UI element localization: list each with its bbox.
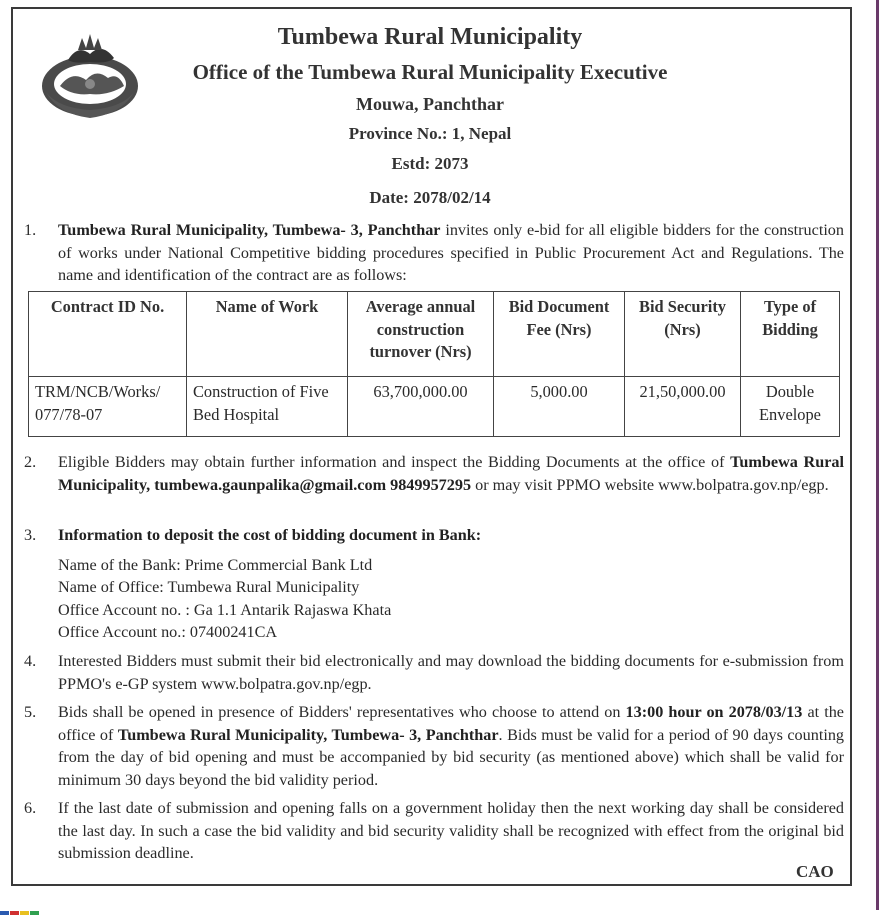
org-title: Tumbewa Rural Municipality bbox=[277, 24, 583, 50]
cell-bid-fee: 5,000.00 bbox=[494, 377, 625, 437]
table-row bbox=[29, 377, 840, 437]
item-1-text: invites only e-bid for all eligible bidders for the construction of works under National Competitive bidding procedures specified in Public Procurement Act and Regulations. The name and identification of the contract are as follows: bbox=[58, 221, 844, 284]
item-4 bbox=[24, 650, 844, 695]
col-bid-security: Bid Security (Nrs) bbox=[625, 292, 741, 377]
item-number: 1. bbox=[24, 221, 37, 239]
account-line-1: Office Account no. : Ga 1.1 Antarik Rajaswa Khata bbox=[58, 600, 392, 619]
cell-turnover: 63,700,000.00 bbox=[348, 377, 494, 437]
account-line-2: Office Account no.: 07400241CA bbox=[58, 623, 278, 641]
nepal-emblem-icon bbox=[38, 30, 142, 124]
contract-table bbox=[28, 291, 840, 437]
col-bid-fee: Bid Document Fee (Nrs) bbox=[494, 292, 625, 377]
item-6 bbox=[24, 797, 844, 865]
office-title: Office of the Tumbewa Rural Municipality Executive bbox=[192, 60, 668, 84]
item-2-text-2: or may visit PPMO website www.bolpatra.gov.np/egp. bbox=[471, 475, 829, 494]
notice-date: Date: 2078/02/14 bbox=[369, 188, 491, 207]
col-name-of-work: Name of Work bbox=[187, 292, 348, 377]
item-3 bbox=[24, 524, 844, 644]
item-5-text-2: at the office of bbox=[58, 703, 844, 744]
bank-name: Name of the Bank: Prime Commercial Bank Ltd bbox=[58, 555, 373, 574]
item-number: 2. bbox=[24, 453, 37, 471]
col-turnover: Average annual construction turnover (Nrs) bbox=[348, 292, 494, 377]
col-contract-id: Contract ID No. bbox=[29, 292, 187, 377]
item-5-text-1: Bids shall be opened in presence of Bidders' representatives who choose to attend on bbox=[58, 703, 626, 721]
signature: CAO bbox=[796, 862, 834, 881]
established: Estd: 2073 bbox=[391, 154, 469, 173]
item-5 bbox=[24, 701, 844, 791]
location: Mouwa, Panchthar bbox=[356, 94, 504, 114]
item-2 bbox=[24, 451, 844, 496]
item-1-bold: Tumbewa Rural Municipality, Tumbewa- 3, Panchthar bbox=[58, 221, 441, 239]
item-number: 3. bbox=[24, 526, 37, 544]
item-number: 4. bbox=[24, 652, 37, 670]
cell-name-of-work: Construction of Five Bed Hospital bbox=[187, 377, 348, 437]
color-strip bbox=[0, 902, 60, 910]
opening-time: 13:00 hour on 2078/03/13 bbox=[625, 703, 803, 721]
item-5-text-3: . Bids must be valid for a period of 90 days counting from the day of bid opening and must be accompanied by bid security (as mentioned above) which shall be valid for minimum 30 days beyond the bid validity period. bbox=[58, 725, 845, 789]
item-2-text-1: Eligible Bidders may obtain further information and inspect the Bidding Documents at the office of bbox=[58, 453, 731, 471]
item-number: 6. bbox=[24, 799, 37, 817]
office-name: Name of Office: Tumbewa Rural Municipality bbox=[58, 578, 360, 596]
table-header-row bbox=[29, 292, 840, 377]
bank-info-title: Information to deposit the cost of bidding document in Bank: bbox=[58, 526, 482, 544]
page-edge-line bbox=[876, 0, 879, 910]
item-6-text: If the last date of submission and opening falls on a government holiday then the next working day shall be considered the last day. In such a case the bid validity and bid security validity shall be recognized with effect from the original bid submission deadline. bbox=[58, 799, 844, 862]
opening-venue: Tumbewa Rural Municipality, Tumbewa- 3, Panchthar bbox=[117, 725, 499, 744]
item-1 bbox=[24, 219, 844, 287]
cell-contract-id: TRM/NCB/Works/ 077/78-07 bbox=[29, 377, 187, 437]
col-bidding-type: Type of Bidding bbox=[741, 292, 840, 377]
item-number: 5. bbox=[24, 703, 37, 721]
item-4-text: Interested Bidders must submit their bid electronically and may download the bidding documents for e-submission from PPMO's e-GP system www.bolpatra.gov.np/egp. bbox=[58, 652, 844, 693]
cell-bid-security: 21,50,000.00 bbox=[625, 377, 741, 437]
province: Province No.: 1, Nepal bbox=[348, 124, 512, 143]
cell-bidding-type: Double Envelope bbox=[741, 377, 840, 437]
item-2-contact: Tumbewa Rural Municipality, tumbewa.gaunpalika@gmail.com 9849957295 bbox=[58, 453, 844, 494]
